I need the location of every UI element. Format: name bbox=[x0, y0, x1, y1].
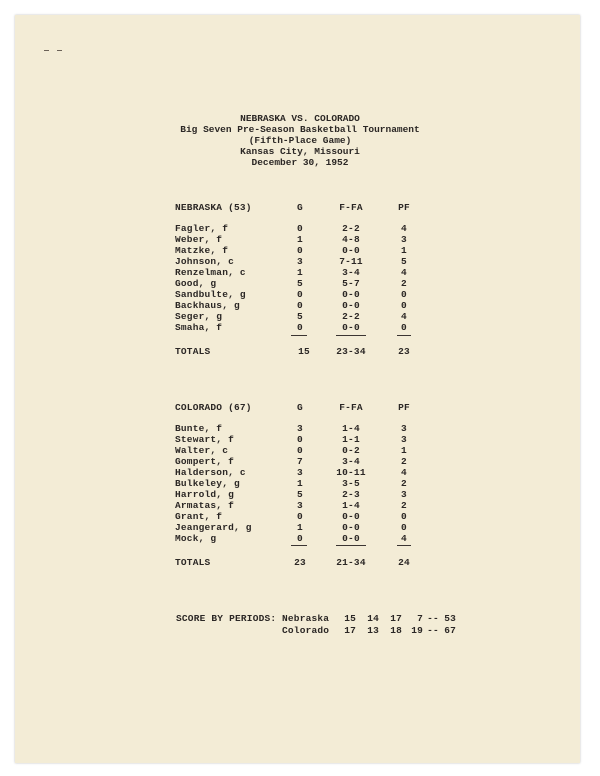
game-date: December 30, 1952 bbox=[251, 157, 349, 168]
player-field-goals: 3 bbox=[297, 467, 303, 478]
player-free-throws: 0-0 bbox=[342, 522, 360, 533]
nebraska-total-g: 15 bbox=[298, 346, 310, 357]
player-field-goals: 1 bbox=[297, 234, 303, 245]
player-name: Fagler, f bbox=[175, 223, 229, 234]
final-score: 67 bbox=[444, 625, 456, 636]
player-field-goals: 0 bbox=[297, 445, 303, 456]
player-personal-fouls: 3 bbox=[401, 489, 407, 500]
player-name: Halderson, c bbox=[175, 467, 246, 478]
player-personal-fouls: 2 bbox=[401, 478, 407, 489]
pf-total-rule bbox=[397, 545, 411, 546]
player-field-goals: 0 bbox=[297, 322, 303, 333]
player-free-throws: 2-2 bbox=[342, 223, 360, 234]
player-field-goals: 7 bbox=[297, 456, 303, 467]
nebraska-team-label: NEBRASKA (53) bbox=[175, 202, 252, 213]
player-name: Matzke, f bbox=[175, 245, 229, 256]
player-field-goals: 0 bbox=[297, 434, 303, 445]
player-free-throws: 2-2 bbox=[342, 311, 360, 322]
player-free-throws: 3-5 bbox=[342, 478, 360, 489]
player-name: Johnson, c bbox=[175, 256, 235, 267]
column-header-ffa: F-FA bbox=[339, 402, 363, 413]
period-4-score: 7 bbox=[417, 613, 423, 624]
colorado-totals-label: TOTALS bbox=[175, 557, 211, 568]
player-personal-fouls: 3 bbox=[401, 234, 407, 245]
player-name: Seger, g bbox=[175, 311, 223, 322]
period-1-score: 15 bbox=[344, 613, 356, 624]
player-personal-fouls: 1 bbox=[401, 445, 407, 456]
colorado-total-g: 23 bbox=[294, 557, 306, 568]
colorado-total-pf: 24 bbox=[398, 557, 410, 568]
player-personal-fouls: 3 bbox=[401, 423, 407, 434]
player-field-goals: 1 bbox=[297, 478, 303, 489]
pf-total-rule bbox=[397, 335, 411, 336]
period-team-name: Colorado bbox=[282, 625, 330, 636]
ffa-total-rule bbox=[336, 335, 366, 336]
player-personal-fouls: 0 bbox=[401, 322, 407, 333]
player-free-throws: 0-2 bbox=[342, 445, 360, 456]
column-header-ffa: F-FA bbox=[339, 202, 363, 213]
player-field-goals: 5 bbox=[297, 278, 303, 289]
player-personal-fouls: 4 bbox=[401, 267, 407, 278]
column-header-pf: PF bbox=[398, 202, 410, 213]
player-name: Walter, c bbox=[175, 445, 229, 456]
player-free-throws: 0-0 bbox=[342, 289, 360, 300]
colorado-total-ffa: 21-34 bbox=[336, 557, 366, 568]
player-field-goals: 0 bbox=[297, 289, 303, 300]
player-free-throws: 0-0 bbox=[342, 300, 360, 311]
player-free-throws: 3-4 bbox=[342, 267, 360, 278]
player-name: Mock, g bbox=[175, 533, 217, 544]
player-free-throws: 7-11 bbox=[339, 256, 363, 267]
player-field-goals: 0 bbox=[297, 245, 303, 256]
player-field-goals: 5 bbox=[297, 311, 303, 322]
player-free-throws: 2-3 bbox=[342, 489, 360, 500]
player-name: Gompert, f bbox=[175, 456, 235, 467]
player-personal-fouls: 0 bbox=[401, 300, 407, 311]
period-1-score: 17 bbox=[344, 625, 356, 636]
player-personal-fouls: 4 bbox=[401, 223, 407, 234]
player-field-goals: 0 bbox=[297, 223, 303, 234]
player-field-goals: 5 bbox=[297, 489, 303, 500]
g-total-rule bbox=[291, 545, 307, 546]
player-personal-fouls: 0 bbox=[401, 511, 407, 522]
player-field-goals: 0 bbox=[297, 511, 303, 522]
player-field-goals: 0 bbox=[297, 300, 303, 311]
score-by-periods-label: SCORE BY PERIODS: bbox=[176, 613, 277, 624]
ffa-total-rule bbox=[336, 545, 366, 546]
player-name: Bunte, f bbox=[175, 423, 223, 434]
player-free-throws: 1-4 bbox=[342, 423, 360, 434]
period-3-score: 17 bbox=[390, 613, 402, 624]
score-separator: -- bbox=[427, 613, 439, 624]
nebraska-totals-label: TOTALS bbox=[175, 346, 211, 357]
player-name: Good, g bbox=[175, 278, 217, 289]
player-personal-fouls: 5 bbox=[401, 256, 407, 267]
player-name: Jeangerard, g bbox=[175, 522, 252, 533]
nebraska-total-pf: 23 bbox=[398, 346, 410, 357]
player-field-goals: 3 bbox=[297, 500, 303, 511]
stray-mark bbox=[57, 50, 62, 51]
player-personal-fouls: 3 bbox=[401, 434, 407, 445]
player-field-goals: 3 bbox=[297, 423, 303, 434]
colorado-team-label: COLORADO (67) bbox=[175, 402, 252, 413]
column-header-g: G bbox=[297, 202, 303, 213]
period-4-score: 19 bbox=[411, 625, 423, 636]
player-name: Smaha, f bbox=[175, 322, 223, 333]
period-3-score: 18 bbox=[390, 625, 402, 636]
player-name: Armatas, f bbox=[175, 500, 235, 511]
player-personal-fouls: 0 bbox=[401, 522, 407, 533]
player-name: Bulkeley, g bbox=[175, 478, 240, 489]
player-free-throws: 0-0 bbox=[342, 245, 360, 256]
player-free-throws: 1-4 bbox=[342, 500, 360, 511]
game-location: Kansas City, Missouri bbox=[240, 146, 360, 157]
column-header-g: G bbox=[297, 402, 303, 413]
game-type: (Fifth-Place Game) bbox=[248, 135, 352, 146]
score-separator: -- bbox=[427, 625, 439, 636]
player-name: Weber, f bbox=[175, 234, 223, 245]
stray-mark bbox=[44, 50, 49, 51]
final-score: 53 bbox=[444, 613, 456, 624]
player-personal-fouls: 4 bbox=[401, 533, 407, 544]
player-free-throws: 0-0 bbox=[342, 533, 360, 544]
player-free-throws: 3-4 bbox=[342, 456, 360, 467]
player-personal-fouls: 4 bbox=[401, 467, 407, 478]
player-personal-fouls: 4 bbox=[401, 311, 407, 322]
player-field-goals: 1 bbox=[297, 522, 303, 533]
g-total-rule bbox=[291, 335, 307, 336]
player-name: Sandbulte, g bbox=[175, 289, 246, 300]
tournament-name: Big Seven Pre-Season Basketball Tournament bbox=[180, 124, 420, 135]
player-name: Harrold, g bbox=[175, 489, 235, 500]
player-field-goals: 0 bbox=[297, 533, 303, 544]
player-personal-fouls: 2 bbox=[401, 456, 407, 467]
player-free-throws: 1-1 bbox=[342, 434, 360, 445]
player-field-goals: 3 bbox=[297, 256, 303, 267]
player-free-throws: 0-0 bbox=[342, 322, 360, 333]
player-name: Grant, f bbox=[175, 511, 223, 522]
player-personal-fouls: 2 bbox=[401, 278, 407, 289]
player-name: Backhaus, g bbox=[175, 300, 240, 311]
period-2-score: 14 bbox=[367, 613, 379, 624]
player-free-throws: 4-8 bbox=[342, 234, 360, 245]
player-personal-fouls: 0 bbox=[401, 289, 407, 300]
player-free-throws: 0-0 bbox=[342, 511, 360, 522]
game-title: NEBRASKA VS. COLORADO bbox=[240, 113, 360, 124]
player-field-goals: 1 bbox=[297, 267, 303, 278]
player-free-throws: 10-11 bbox=[336, 467, 366, 478]
period-team-name: Nebraska bbox=[282, 613, 330, 624]
player-name: Stewart, f bbox=[175, 434, 235, 445]
nebraska-total-ffa: 23-34 bbox=[336, 346, 366, 357]
column-header-pf: PF bbox=[398, 402, 410, 413]
player-name: Renzelman, c bbox=[175, 267, 246, 278]
player-free-throws: 5-7 bbox=[342, 278, 360, 289]
player-personal-fouls: 2 bbox=[401, 500, 407, 511]
player-personal-fouls: 1 bbox=[401, 245, 407, 256]
period-2-score: 13 bbox=[367, 625, 379, 636]
